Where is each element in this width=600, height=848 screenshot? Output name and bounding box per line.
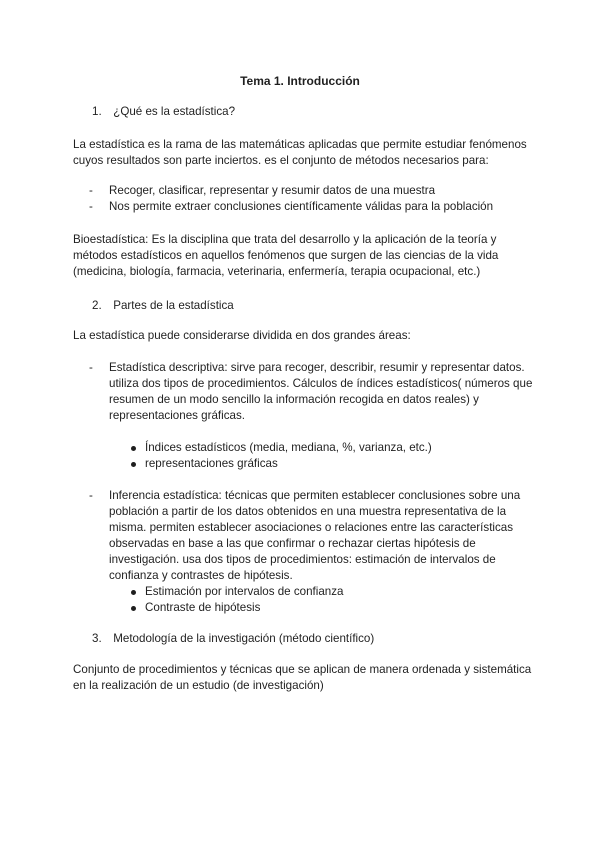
list-item-text: representaciones gráficas: [145, 457, 278, 470]
descriptiva-bullets: [109, 440, 539, 472]
inferencia-item: [73, 488, 535, 584]
list-item-text: Contraste de hipótesis: [145, 601, 261, 614]
section-3-heading: [92, 631, 374, 647]
section-1-number: 1.: [92, 105, 102, 118]
descriptiva-text: Estadística descriptiva: sirve para recoger, describir, resumir y representar datos. utiliza dos tipos de procedimientos. Cálculos de índices estadísticos( números que resumen de un modo sencillo la información recogida en datos reales) y representaciones gráficas.: [109, 361, 533, 422]
bullet-icon: [131, 446, 136, 451]
list-item: [109, 440, 539, 456]
list-item-text: Nos permite extraer conclusiones científicamente válidas para la población: [109, 200, 494, 213]
list-item: [109, 600, 539, 616]
list-item: [109, 584, 539, 600]
list-item: [109, 456, 539, 472]
bullet-icon: [131, 462, 136, 467]
document-title: Tema 1. Introducción: [240, 74, 360, 88]
section-1-paragraph: La estadística es la rama de las matemáticas aplicadas que permite estudiar fenómenos cuyos resultados son parte inciertos. es el conjunto de métodos necesarios para:: [73, 138, 527, 167]
list-item-text: Estimación por intervalos de confianza: [145, 585, 344, 598]
section-1-title: ¿Qué es la estadística?: [113, 105, 236, 118]
section-1-list: [73, 183, 533, 215]
list-item: [73, 199, 533, 215]
dash-marker: -: [89, 200, 93, 213]
list-item: [73, 183, 533, 199]
descriptiva-item: [73, 360, 535, 424]
section-1-heading: [92, 104, 235, 120]
bioestadistica-paragraph: Bioestadística: Es la disciplina que trata del desarrollo y la aplicación de la teoría y métodos estadísticos en aquellos fenómenos que surgen de las ciencias de la vida (medicina, biología, farmacia, veterinaria, enfermería, terapia ocupacional, etc.): [73, 233, 499, 278]
section-3-paragraph: Conjunto de procedimientos y técnicas que se aplican de manera ordenada y sistemática en la realización de un estudio (de investigación): [73, 663, 532, 692]
section-3-title: Metodología de la investigación (método científico): [113, 632, 375, 645]
section-3-number: 3.: [92, 632, 102, 645]
bullet-icon: [131, 606, 136, 611]
dash-marker: -: [89, 361, 93, 374]
dash-marker: -: [89, 489, 93, 502]
list-item-text: Recoger, clasificar, representar y resumir datos de una muestra: [109, 184, 436, 197]
section-2-heading: [92, 298, 234, 314]
section-2-title: Partes de la estadística: [113, 299, 234, 312]
dash-marker: -: [89, 184, 93, 197]
inferencia-bullets: [109, 584, 539, 616]
bullet-icon: [131, 590, 136, 595]
inferencia-text: Inferencia estadística: técnicas que permiten establecer conclusiones sobre una población a partir de los datos obtenidos en una muestra representativa de la misma. permiten establecer asociaciones o relaciones entre las características observadas en base a las que confirmar o rechazar ciertas hipótesis de investigación. usa dos tipos de procedimientos: estimación de intervalos de confianza y contrastes de hipótesis.: [109, 489, 521, 582]
list-item-text: Índices estadísticos (media, mediana, %, varianza, etc.): [145, 441, 432, 454]
section-2-number: 2.: [92, 299, 102, 312]
section-2-intro: La estadística puede considerarse dividida en dos grandes áreas:: [73, 329, 411, 342]
